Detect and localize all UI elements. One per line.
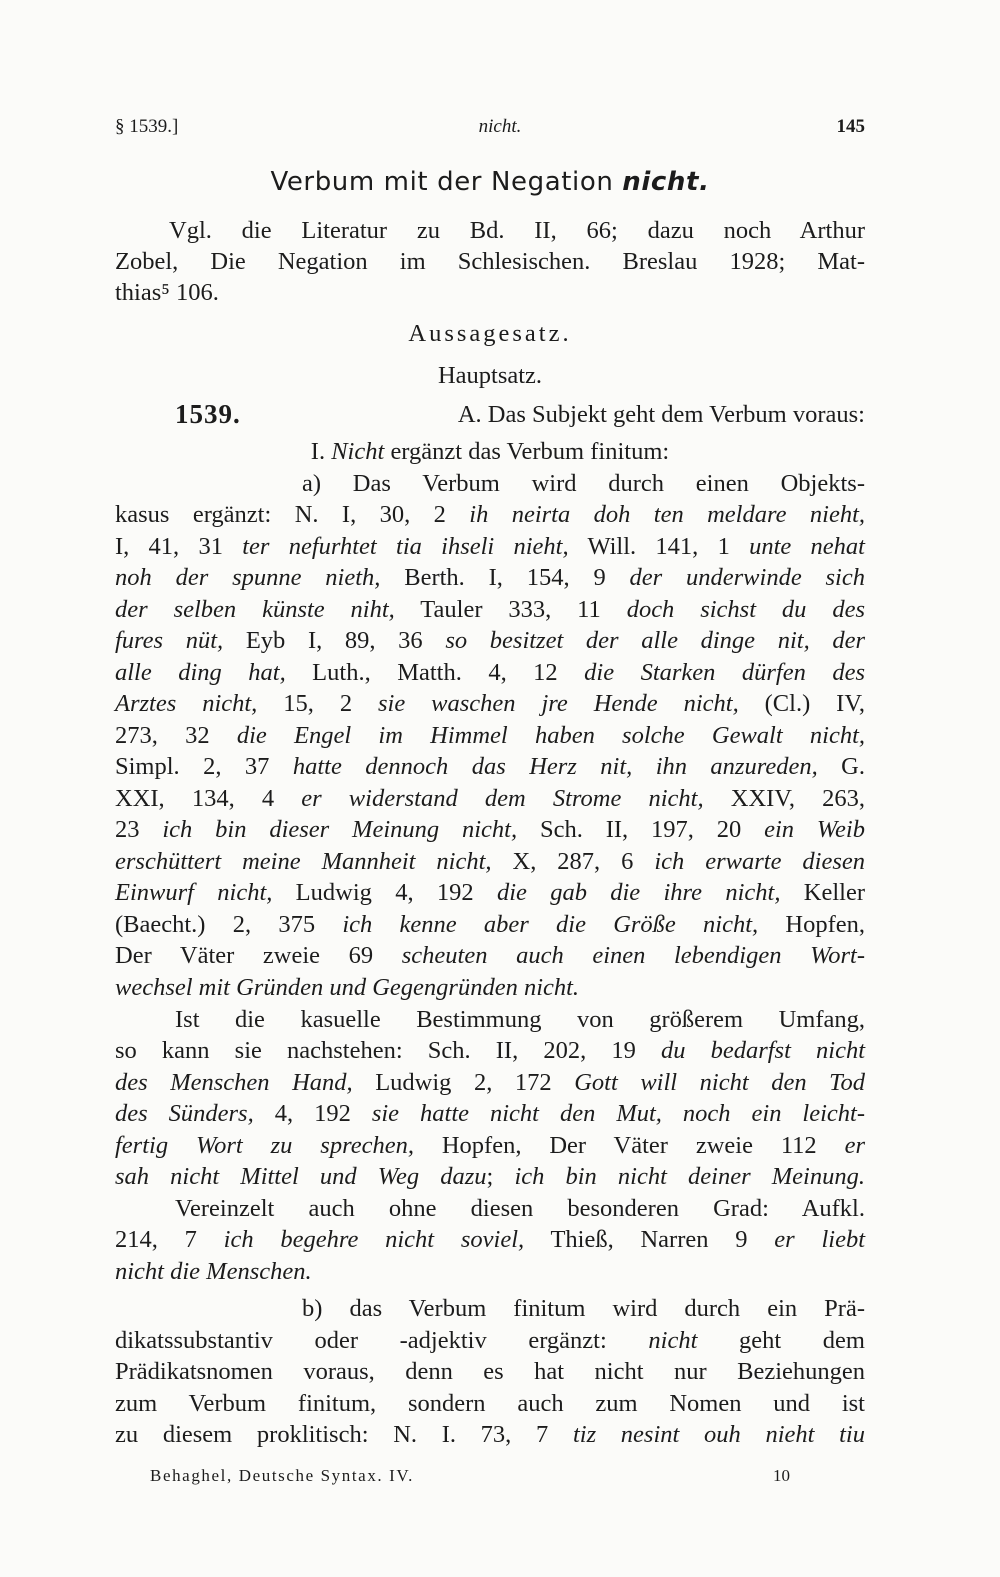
text-segment: Will. 141, 1: [568, 533, 750, 560]
text-line: [115, 531, 865, 562]
text-line: [115, 1356, 865, 1387]
text-segment: Prädikatsnomen voraus, denn es hat nicht nur Beziehungen: [115, 1358, 865, 1385]
example-quote: ih neirta doh ten meldare nieht,: [469, 501, 866, 528]
text-line: [115, 1035, 865, 1066]
example-quote: fures nüt,: [115, 627, 224, 654]
text-segment: Thieß, Narren 9: [524, 1226, 775, 1253]
text-segment: I, 41, 31: [115, 533, 243, 560]
text-segment: b) das Verbum finitum wird durch ein Prä-: [302, 1295, 865, 1322]
example-quote: er widerstand dem Strome nicht,: [301, 785, 704, 812]
text-line: [115, 1130, 865, 1161]
text-segment: Der Väter zweie 69: [115, 942, 402, 969]
example-quote: ein Weib: [764, 816, 865, 843]
example-quote: sie waschen jre Hende nicht,: [378, 690, 739, 717]
text-segment: Eyb I, 89, 36: [223, 627, 446, 654]
example-quote: so besitzet der alle dinge nit, der: [445, 627, 866, 654]
text-segment: Luth., Matth. 4, 12: [285, 659, 585, 686]
text-line: [175, 1004, 865, 1035]
text-line: [302, 1293, 865, 1324]
example-quote: fertig Wort zu sprechen,: [115, 1132, 414, 1159]
text-segment: Berth. I, 154, 9: [380, 564, 630, 591]
text-segment: Vereinzelt auch ohne diesen besonderen Grad: Aufkl.: [175, 1195, 865, 1222]
text-segment: 4, 192: [253, 1100, 372, 1127]
example-quote: Einwurf nicht,: [115, 879, 273, 906]
example-quote: sah nicht Mittel und Weg dazu: [115, 1163, 487, 1190]
text-segment: 23: [115, 816, 163, 843]
example-quote: er: [844, 1132, 865, 1159]
text-segment: a) Das Verbum wird durch einen Objekts-: [302, 470, 865, 497]
page-title: Verbum mit der Negation nicht.: [270, 167, 710, 197]
text-segment: 273, 32: [115, 722, 237, 749]
section-heading: [175, 399, 865, 430]
text-segment: Hopfen,: [758, 911, 866, 938]
literature-line: thias⁵ 106.: [115, 279, 219, 306]
text-line: [115, 499, 865, 530]
text-segment: Ist die kasuelle Bestimmung von größerem Umfang,: [175, 1006, 865, 1033]
text-segment: Hopfen, Der Väter zweie 112: [413, 1132, 845, 1159]
text-line: [115, 877, 865, 908]
example-quote: ich bin dieser Meinung nicht,: [162, 816, 518, 843]
example-quote: nicht die Menschen.: [115, 1258, 312, 1285]
point-heading: I. Nicht ergänzt das Verbum finitum:: [310, 438, 670, 465]
text-line: [115, 783, 865, 814]
example-quote: die gab die ihre nicht,: [496, 879, 781, 906]
example-quote: hatte dennoch das Herz nit, ihn anzureden,: [292, 753, 818, 780]
text-segment: Sch. II, 197, 20: [517, 816, 765, 843]
section-text: A. Das Subjekt geht dem Verbum voraus:: [457, 401, 865, 428]
text-segment: Keller: [780, 879, 865, 906]
example-quote: Arztes nicht,: [115, 690, 258, 717]
header-running-title: nicht.: [478, 116, 522, 137]
footer-signature: 10: [773, 1466, 790, 1485]
example-quote: unte nehat: [749, 533, 865, 560]
text-line: [115, 1098, 865, 1129]
text-segment: dikatssubstantiv oder -adjektiv ergänzt:: [115, 1327, 649, 1354]
example-quote: des Menschen Hand,: [115, 1069, 353, 1096]
example-quote: alle ding hat,: [115, 659, 286, 686]
text-segment: G.: [817, 753, 865, 780]
example-quote: Gott will nicht den Tod: [574, 1069, 865, 1096]
example-quote: tiz nesint ouh nieht tiu: [572, 1421, 865, 1448]
example-quote: sie hatte nicht den Mut, noch ein leicht-: [371, 1100, 866, 1127]
text-line: [115, 720, 865, 751]
example-quote: des Sünders,: [115, 1100, 254, 1127]
text-segment: kasus ergänzt: N. I, 30, 2: [115, 501, 470, 528]
text-line: [115, 1256, 865, 1287]
text-line: [115, 562, 865, 593]
example-quote: ich begehre nicht soviel,: [223, 1226, 525, 1253]
example-quote: die Engel im Himmel haben solche Gewalt nicht,: [236, 722, 866, 749]
text-line: [115, 657, 865, 688]
text-segment: ;: [486, 1163, 515, 1190]
text-line: [115, 846, 865, 877]
footer-author-title: Behaghel, Deutsche Syntax. IV.: [150, 1466, 414, 1485]
literature-line: Vgl. die Literatur zu Bd. II, 66; dazu noch Arthur: [169, 217, 865, 244]
text-segment: geht dem: [697, 1327, 865, 1354]
example-quote: ich kenne aber die Größe nicht,: [342, 911, 759, 938]
example-quote: wechsel mit Gründen und Gegengründen nicht.: [115, 974, 580, 1001]
text-line: [115, 1325, 865, 1356]
text-line: [115, 1067, 865, 1098]
text-line: [115, 909, 865, 940]
text-line: [302, 468, 865, 499]
text-line: [175, 1193, 865, 1224]
example-quote: er liebt: [774, 1226, 865, 1253]
text-segment: XXI, 134, 4: [115, 785, 302, 812]
text-segment: (Baecht.) 2, 375: [115, 911, 343, 938]
header-section-ref: § 1539.]: [115, 116, 179, 137]
literature-line: Zobel, Die Negation im Schlesischen. Breslau 1928; Mat-: [115, 248, 865, 275]
example-quote: nicht: [648, 1327, 698, 1354]
subheading-hauptsatz: Hauptsatz.: [437, 362, 543, 389]
text-line: [115, 814, 865, 845]
section-number: 1539.: [175, 399, 241, 429]
text-line: [115, 940, 865, 971]
text-line: [115, 1224, 865, 1255]
text-line: [115, 1388, 865, 1419]
header-page-number: 145: [836, 116, 865, 137]
example-quote: doch sichst du des: [626, 596, 866, 623]
text-line: [115, 751, 865, 782]
text-segment: Ludwig 2, 172: [352, 1069, 575, 1096]
example-quote: scheuten auch einen lebendigen Wort-: [401, 942, 865, 969]
example-quote: du bedarfst nicht: [660, 1037, 865, 1064]
subheading-aussagesatz: Aussagesatz.: [408, 320, 572, 347]
text-segment: 214, 7: [115, 1226, 224, 1253]
example-quote: der selben künste niht,: [115, 596, 395, 623]
text-segment: zum Verbum finitum, sondern auch zum Nomen und ist: [115, 1390, 865, 1417]
text-segment: Simpl. 2, 37: [115, 753, 293, 780]
example-quote: ich bin nicht deiner Meinung.: [514, 1163, 865, 1190]
text-segment: zu diesem proklitisch: N. I. 73, 7: [115, 1421, 573, 1448]
text-line: [115, 625, 865, 656]
text-line: [115, 1161, 865, 1192]
text-line: [115, 688, 865, 719]
text-segment: 15, 2: [257, 690, 378, 717]
text-segment: (Cl.) IV,: [738, 690, 865, 717]
text-line: [115, 594, 865, 625]
text-segment: XXIV, 263,: [703, 785, 865, 812]
text-segment: Ludwig 4, 192: [272, 879, 497, 906]
text-line: [115, 1419, 865, 1450]
example-quote: ich erwarte diesen: [654, 848, 866, 875]
example-quote: noh der spunne nieth,: [115, 564, 381, 591]
text-segment: X, 287, 6: [491, 848, 655, 875]
example-quote: erschüttert meine Mannheit nicht,: [115, 848, 492, 875]
text-segment: Tauler 333, 11: [394, 596, 627, 623]
text-line: [115, 972, 865, 1003]
example-quote: der underwinde sich: [629, 564, 865, 591]
example-quote: ter nefurhtet tia ihseli nieht,: [242, 533, 569, 560]
text-segment: so kann sie nachstehen: Sch. II, 202, 19: [115, 1037, 661, 1064]
example-quote: die Starken dürfen des: [584, 659, 865, 686]
